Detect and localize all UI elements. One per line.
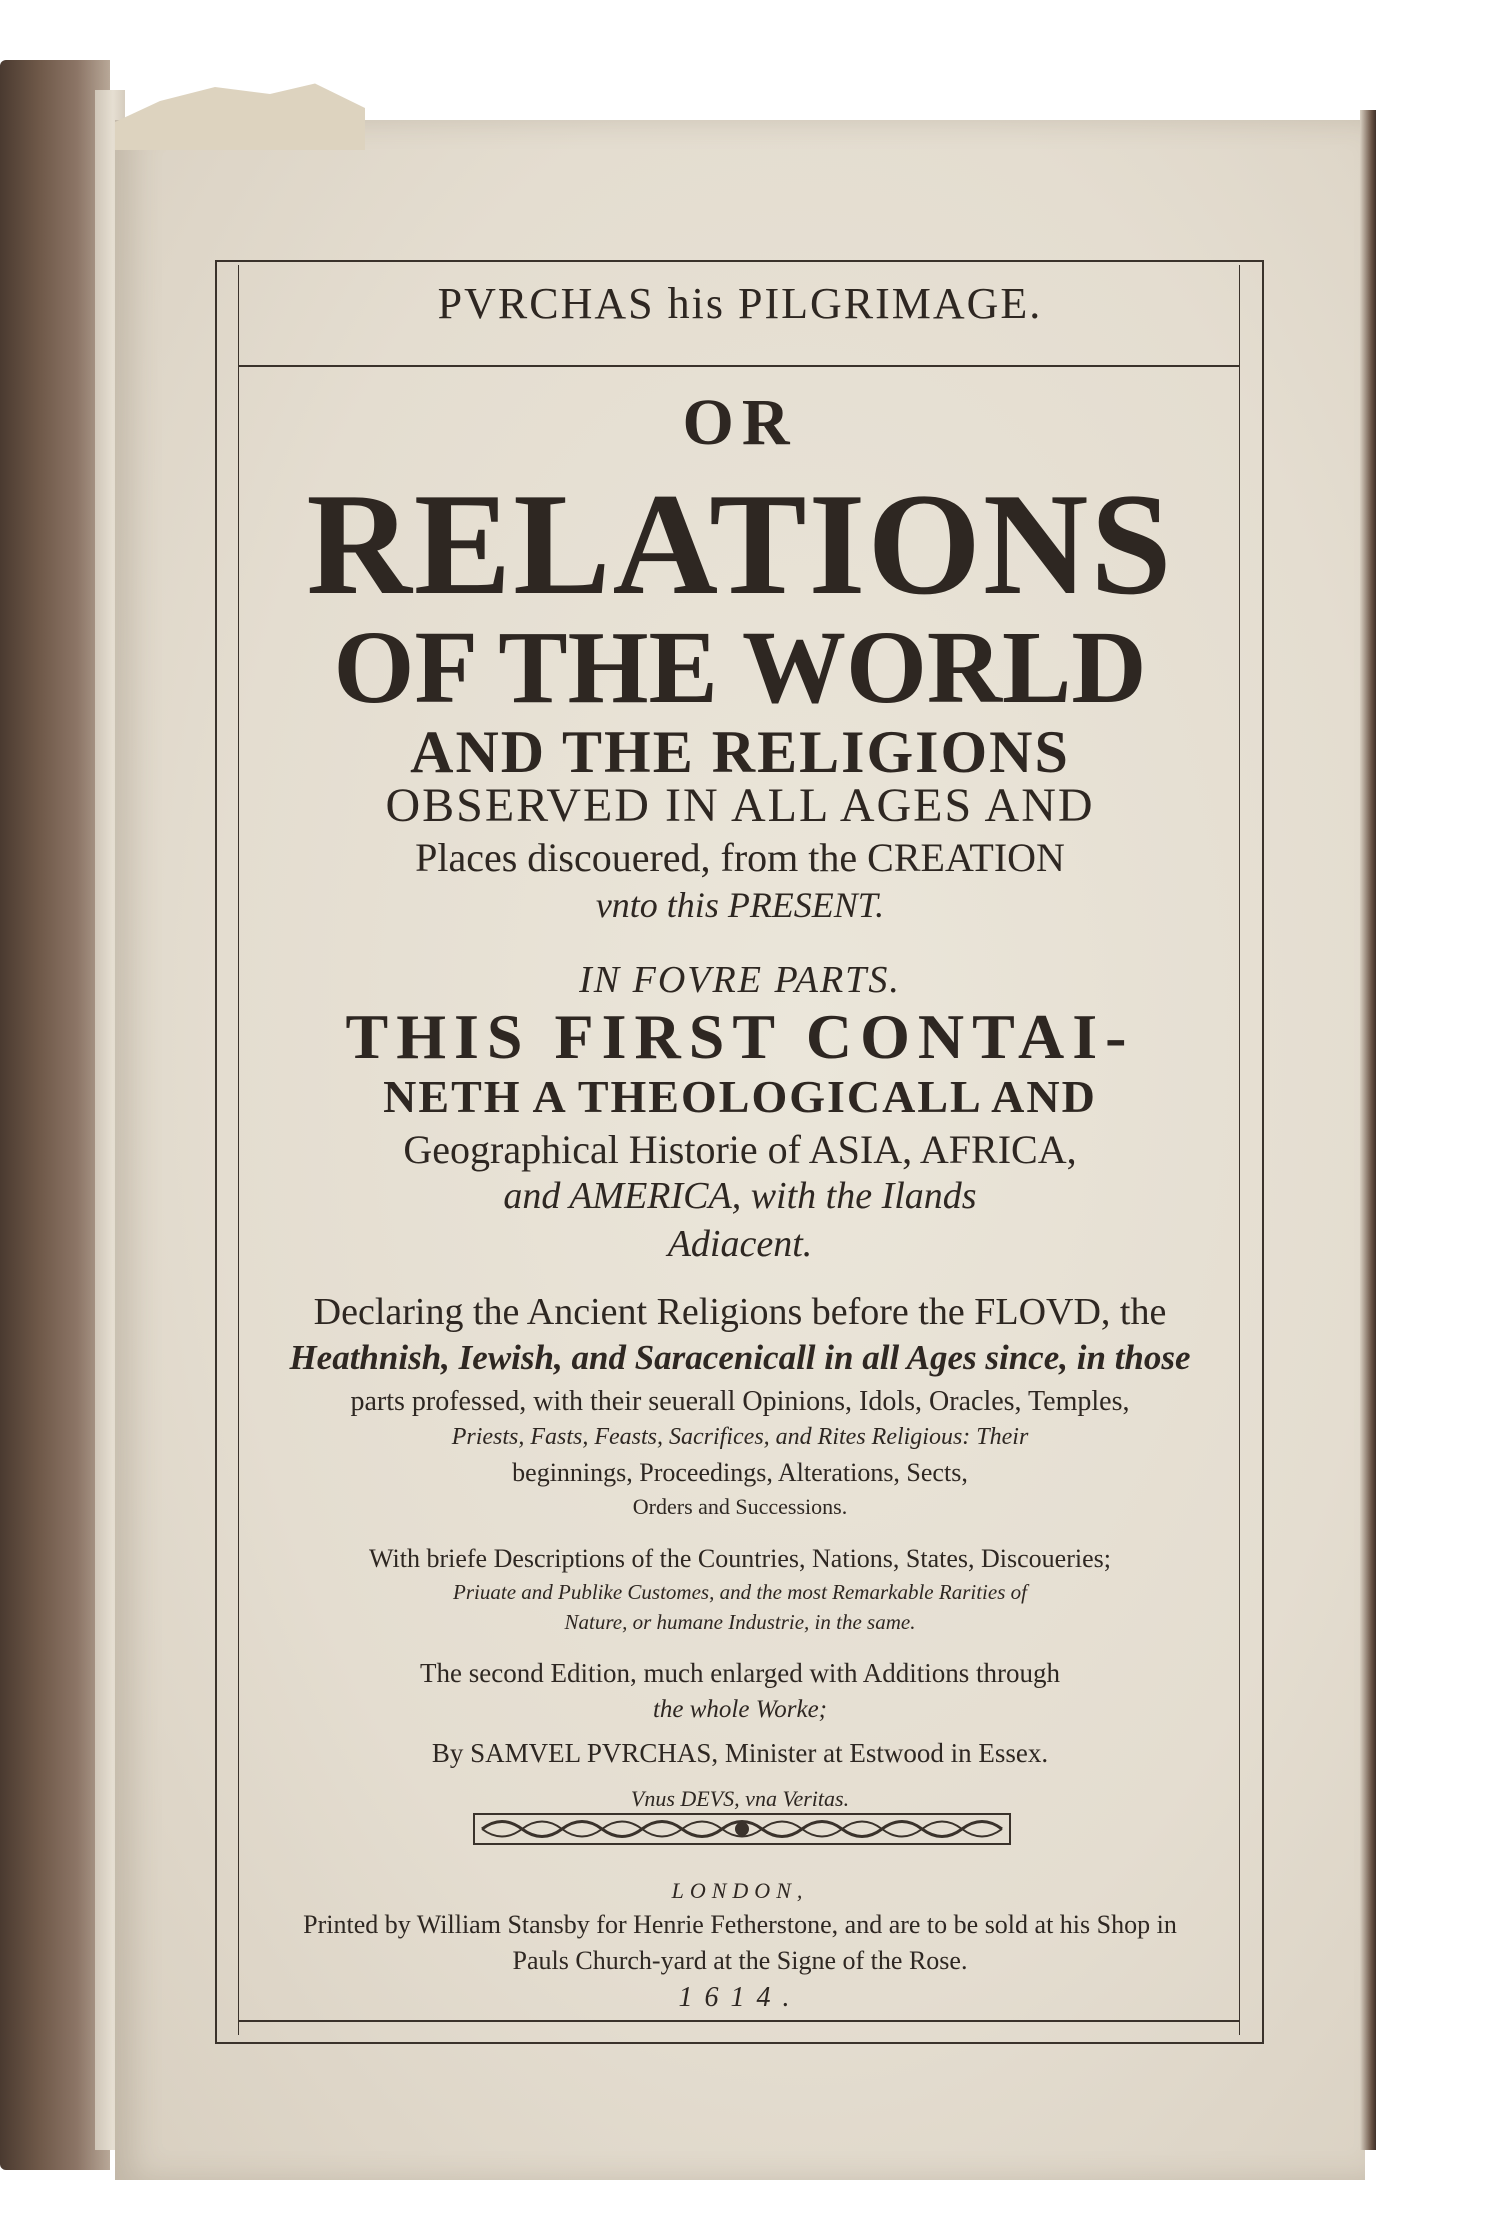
torn-page-tab: [115, 80, 365, 150]
text-declaring: Declaring the Ancient Religions before the FLOVD, the: [313, 1291, 1167, 1333]
title-of-the-world: OF THE WORLD: [333, 610, 1147, 725]
title-or: OR: [682, 386, 798, 459]
title-first-contai: THIS FIRST CONTAI-: [345, 1001, 1135, 1072]
text-professed: parts professed, with their seuerall Opinions, Idols, Oracles, Temples,: [350, 1386, 1130, 1417]
text-priuate: Priuate and Publike Customes, and the most Remarkable Rarities of: [453, 1580, 1027, 1604]
title-theological: NETH A THEOLOGICALL AND: [383, 1071, 1097, 1122]
text-briefe: With briefe Descriptions of the Countries, Nations, States, Discoueries;: [369, 1544, 1111, 1573]
title-geographical: Geographical Historie of ASIA, AFRICA,: [403, 1127, 1077, 1172]
title-religions: AND THE RELIGIONS: [410, 719, 1070, 785]
book-cover: [0, 60, 110, 2170]
text-edition: The second Edition, much enlarged with Additions through: [420, 1658, 1060, 1688]
printers-ornament: [472, 1810, 1012, 1848]
text-motto: Vnus DEVS, vna Veritas.: [630, 1786, 850, 1811]
text-whole-worke: the whole Worke;: [652, 1696, 828, 1723]
title-observed: OBSERVED IN ALL AGES AND: [385, 779, 1095, 832]
text-heathnish: Heathnish, Iewish, and Saracenicall in all Ages since, in those: [289, 1338, 1191, 1377]
title-adiacent: Adiacent.: [667, 1223, 813, 1265]
text-priests: Priests, Fasts, Feasts, Sacrifices, and Rites Religious: Their: [451, 1424, 1029, 1450]
running-head: PVRCHAS his PILGRIMAGE.: [437, 279, 1043, 328]
imprint-printed: Printed by William Stansby for Henrie Fetherstone, and are to be sold at his Shop in: [303, 1910, 1177, 1939]
text-beginnings: beginnings, Proceedings, Alterations, Sects,: [512, 1458, 968, 1487]
imprint-london: LONDON,: [671, 1878, 809, 1903]
title-foure-parts: IN FOVRE PARTS.: [579, 959, 901, 1001]
header-rule: [238, 365, 1240, 367]
footer-rule: [238, 2020, 1240, 2022]
text-author: By SAMVEL PVRCHAS, Minister at Estwood in Essex.: [431, 1738, 1049, 1768]
imprint-year: 1614.: [678, 1982, 802, 2013]
text-orders: Orders and Successions.: [632, 1494, 848, 1519]
page-right-edge: [1360, 110, 1376, 2150]
text-nature: Nature, or humane Industrie, in the same.: [564, 1610, 916, 1634]
title-present: vnto this PRESENT.: [595, 885, 885, 925]
title-america: and AMERICA, with the Ilands: [503, 1175, 977, 1217]
title-places: Places discouered, from the CREATION: [415, 835, 1065, 880]
title-relations: RELATIONS: [306, 463, 1174, 625]
imprint-pauls: Pauls Church-yard at the Signe of the Rose.: [512, 1946, 968, 1975]
